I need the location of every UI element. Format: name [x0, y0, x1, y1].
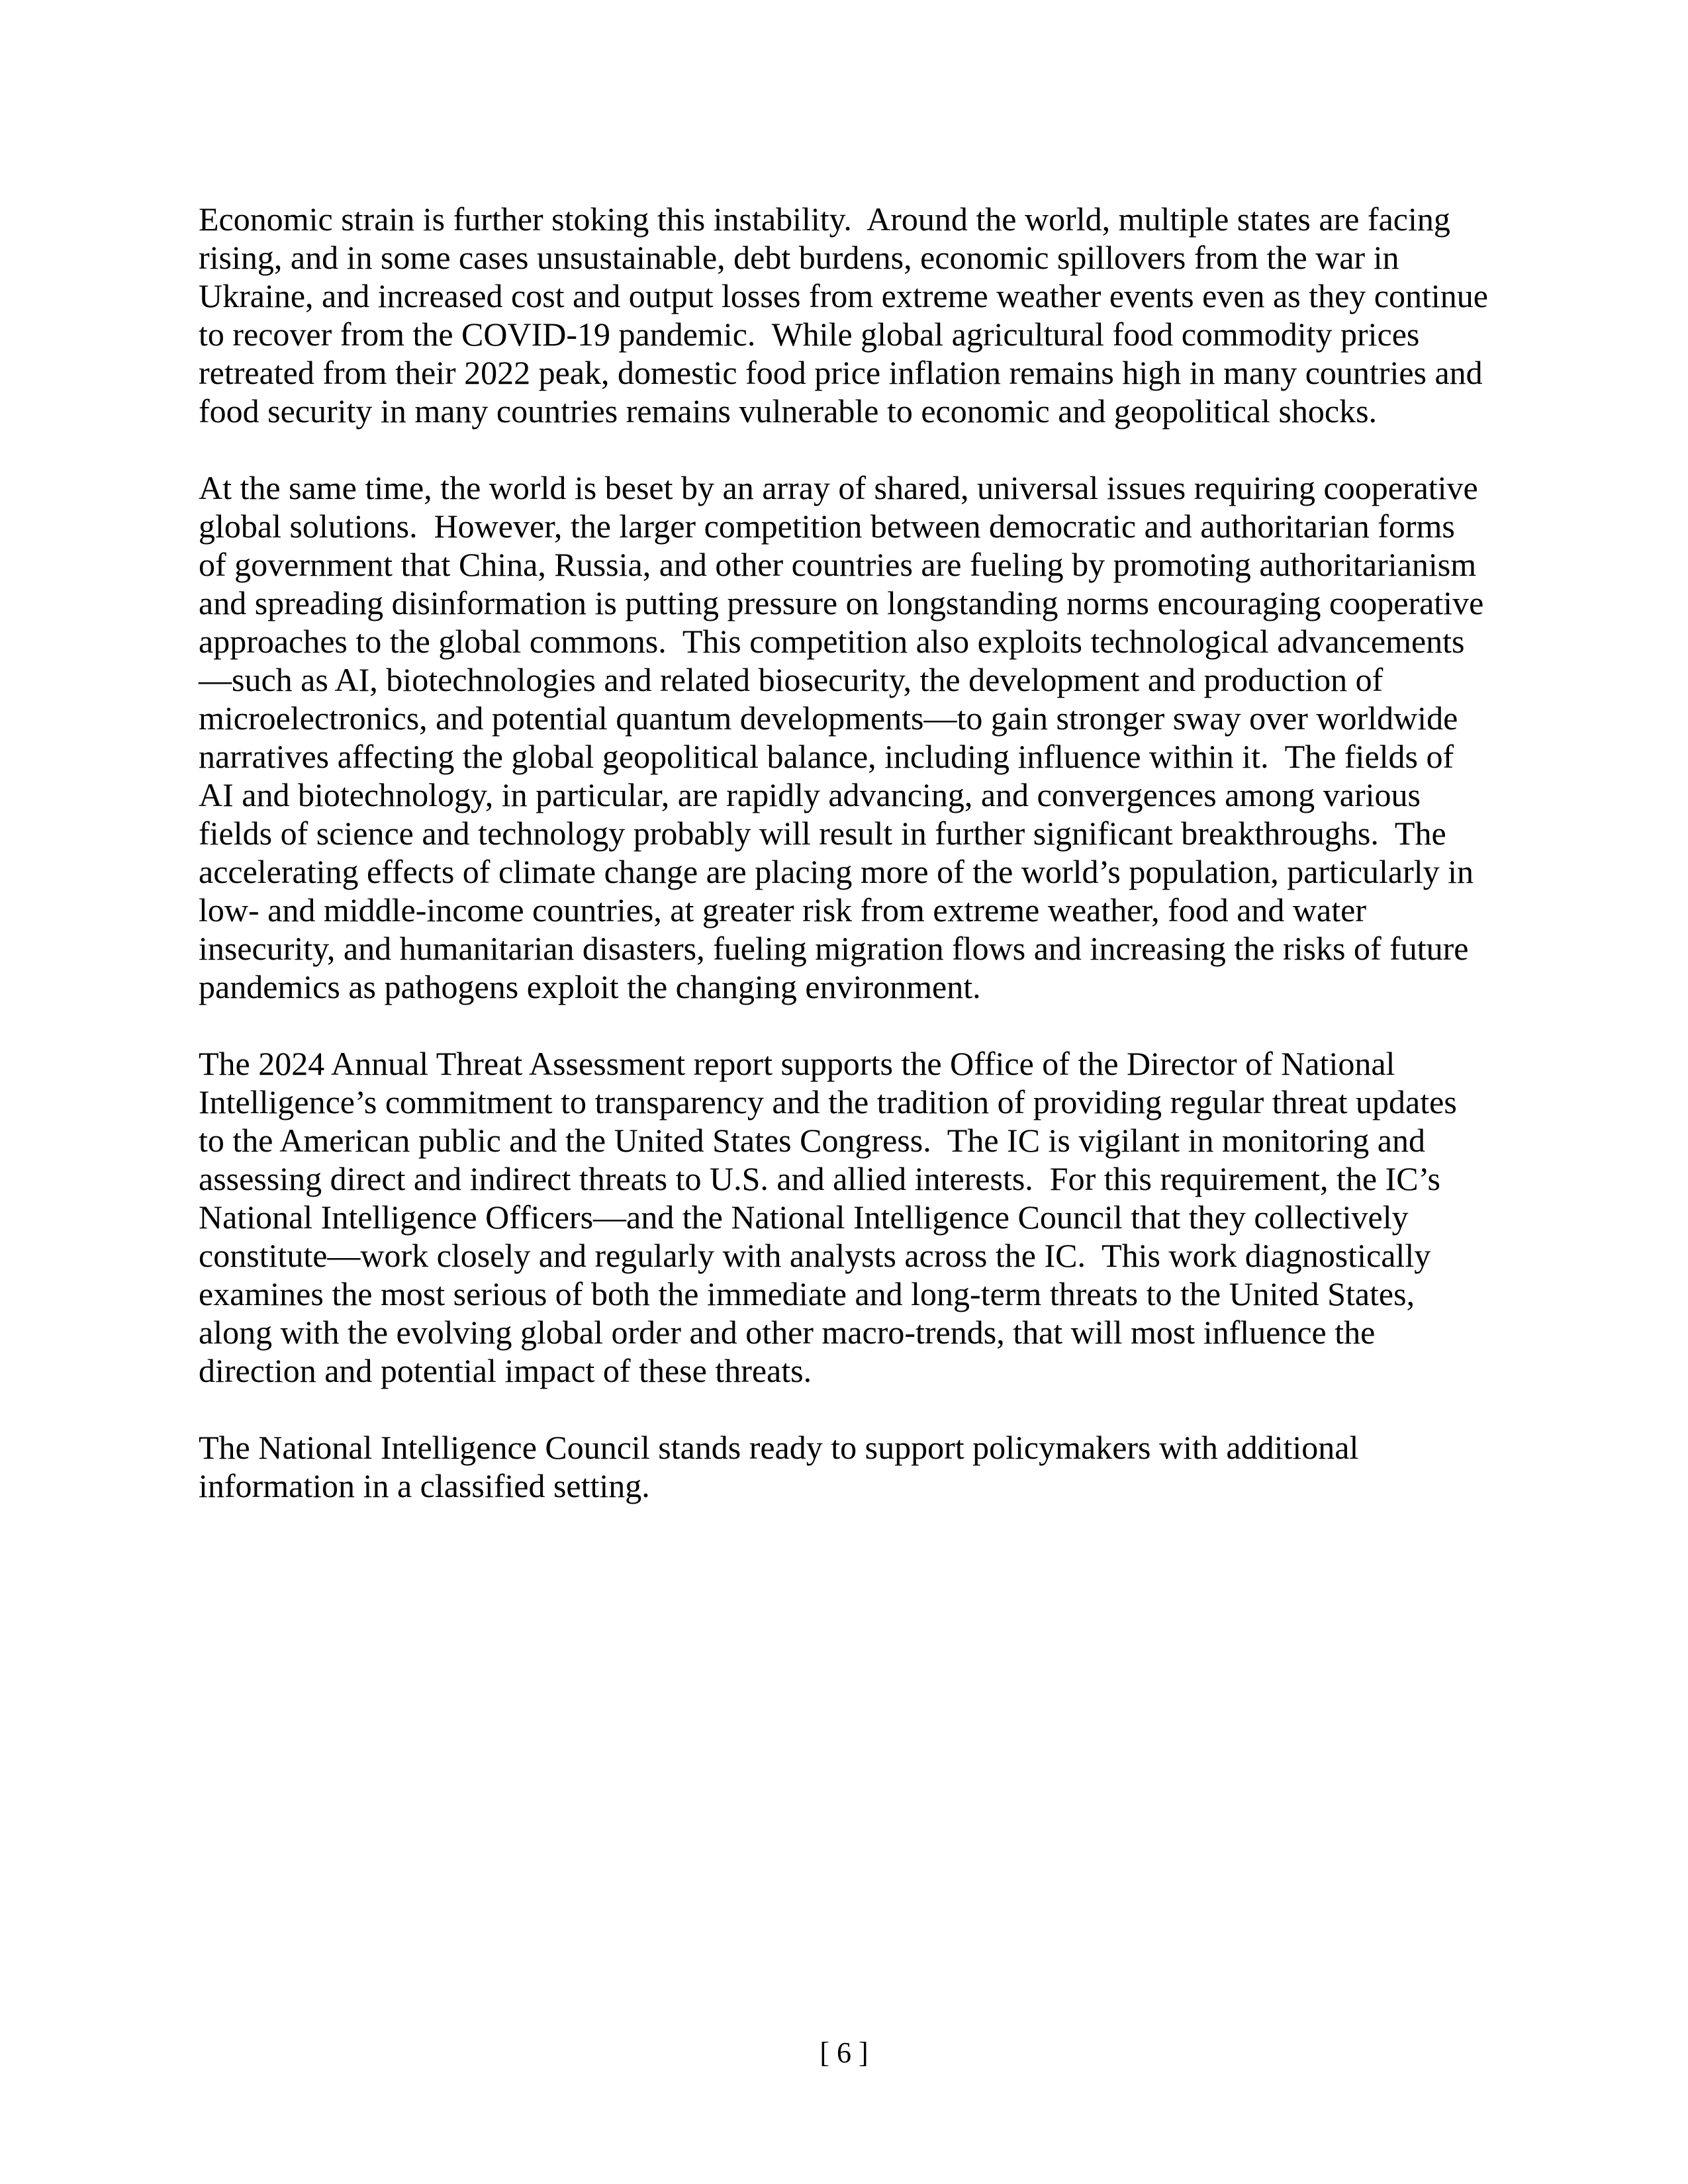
body-paragraph-1: Economic strain is further stoking this instability. Around the world, multiple states are facing rising, and in some cases unsustainable, debt burdens, economic spillovers from the war in Ukraine, and increased cost and output losses from extreme weather events even as they continue to recover from the COVID-19 pandemic. While global agricultural food commodity prices retreated from their 2022 peak, domestic food price inflation remains high in many countries and food security in many countries remains vulnerable to economic and geopolitical shocks. [199, 201, 1497, 430]
page-number: [ 6 ] [820, 2036, 868, 2069]
body-paragraph-3: The 2024 Annual Threat Assessment report supports the Office of the Director of National Intelligence’s commitment to transparency and the tradition of providing regular threat updates to the American public and the United States Congress. The IC is vigilant in monitoring and assessing direct and indirect threats to U.S. and allied interests. For this requirement, the IC’s National Intelligence Officers—and the National Intelligence Council that they collectively constitute—work closely and regularly with analysts across the IC. This work diagnostically examines the most serious of both the immediate and long-term threats to the United States, along with the evolving global order and other macro-trends, that will most influence the direction and potential impact of these threats. [199, 1045, 1466, 1389]
body-paragraph-2: At the same time, the world is beset by an array of shared, universal issues requiring cooperative global solutions. However, the larger competition between democratic and authoritarian forms of government that China, Russia, and other countries are fueling by promoting authoritarianism and spreading disinformation is putting pressure on longstanding norms encouraging cooperative approaches to the global commons. This competition also exploits technological advancements—such as AI, biotechnologies and related biosecurity, the development and production of microelectronics, and potential quantum developments—to gain stronger sway over worldwide narratives affecting the global geopolitical balance, including influence within it. The fields of AI and biotechnology, in particular, are rapidly advancing, and convergences among various fields of science and technology probably will result in further significant breakthroughs. The accelerating effects of climate change are placing more of the world’s population, particularly in low- and middle-income countries, at greater risk from extreme weather, food and water insecurity, and humanitarian disasters, fueling migration flows and increasing the risks of future pandemics as pathogens exploit the changing environment. [199, 469, 1492, 1005]
page-body-text [199, 200, 1497, 1505]
body-paragraph-4: The National Intelligence Council stands ready to support policymakers with additional information in a classified setting. [199, 1429, 1367, 1504]
